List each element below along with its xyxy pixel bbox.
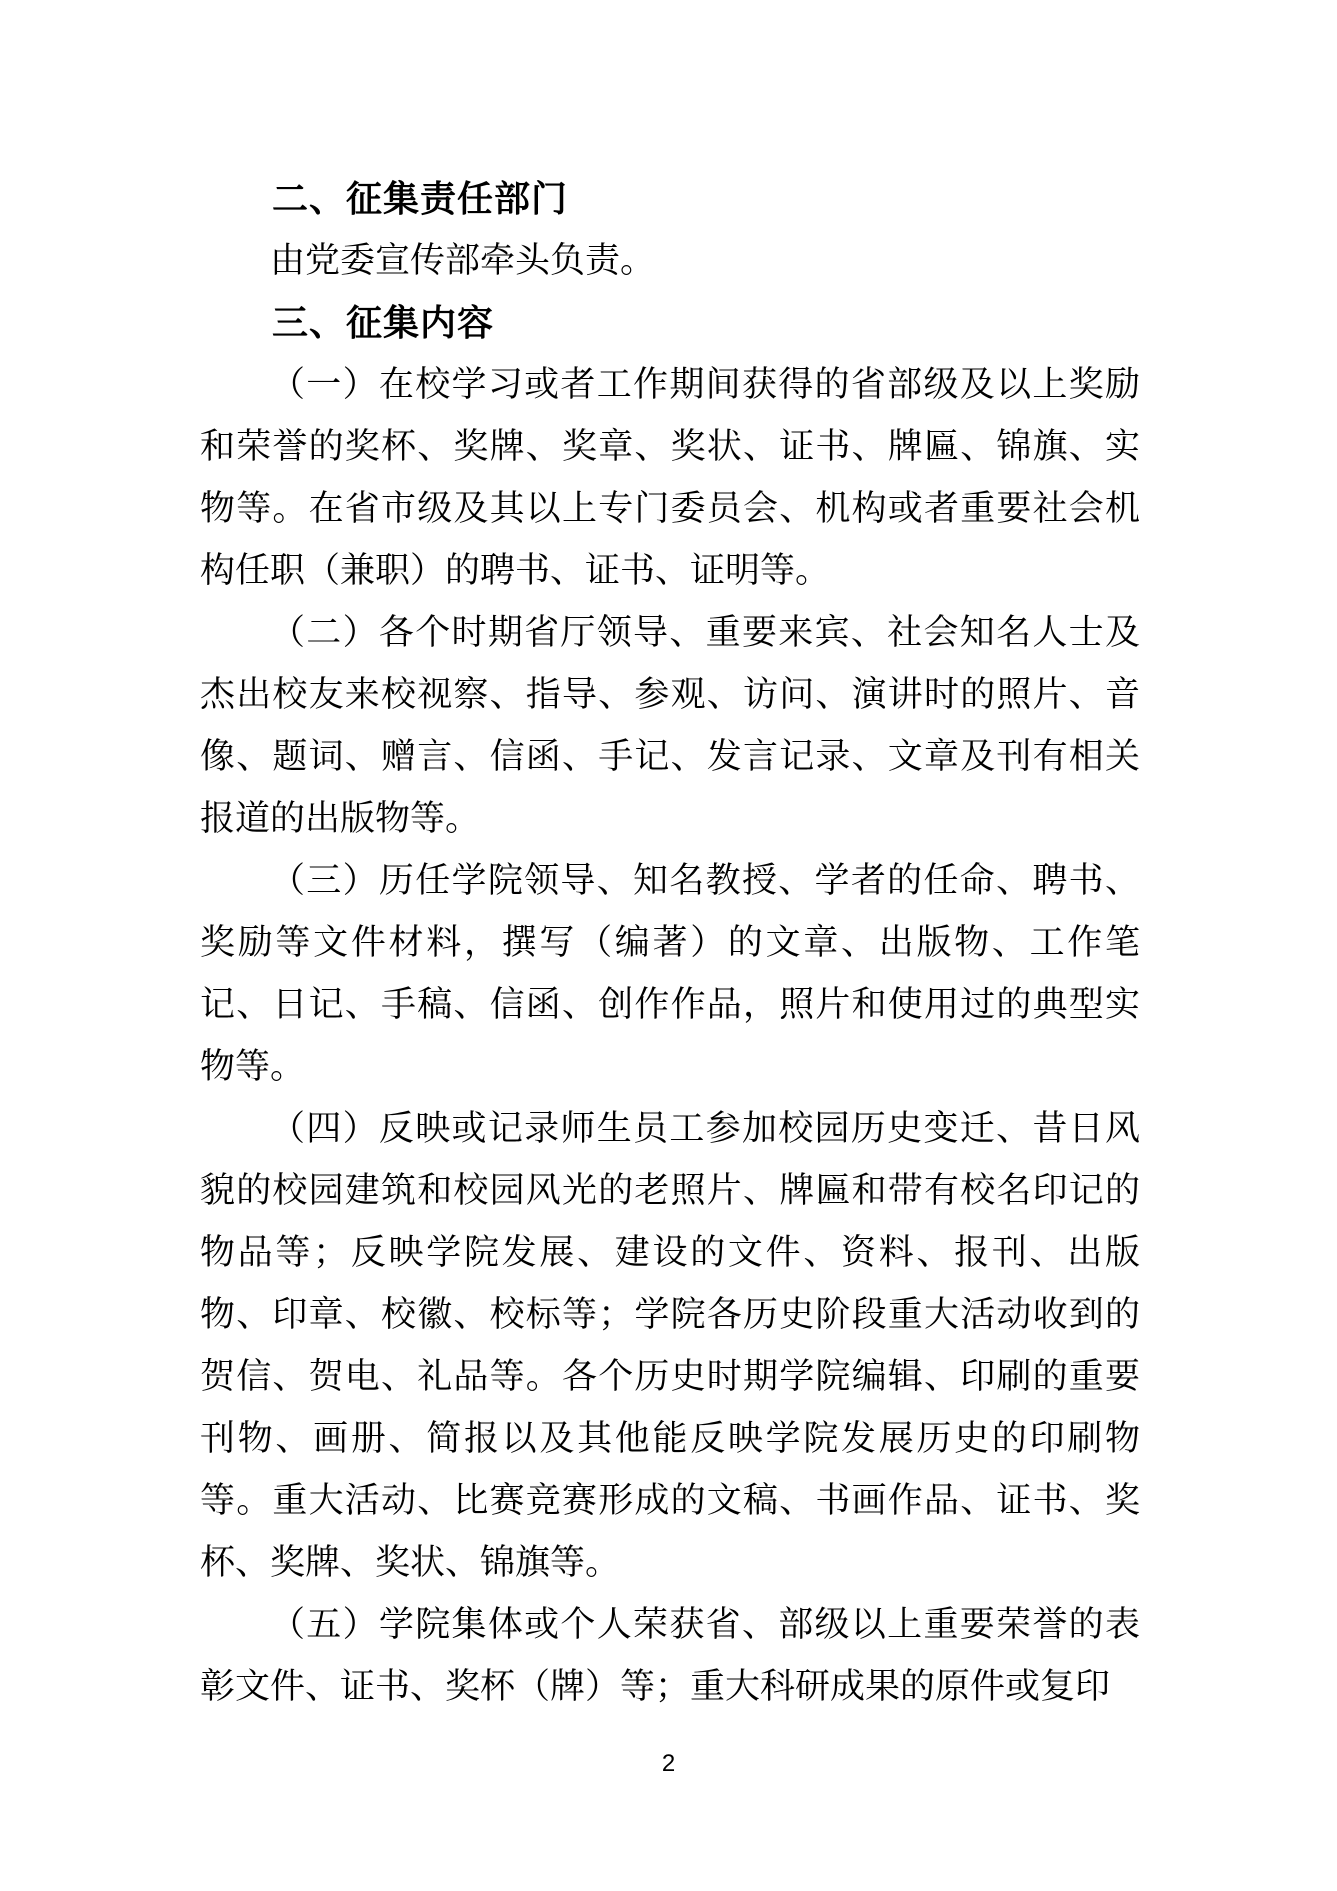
paragraph-item-4: （四）反映或记录师生员工参加校园历史变迁、昔日风貌的校园建筑和校园风光的老照片、牌匾和带有校名印记的物品等；反映学院发展、建设的文件、资料、报刊、出版物、印章、校徽、校标等；学院各历史阶段重大活动收到的贺信、贺电、礼品等。各个历史时期学院编辑、印刷的重要刊物、画册、简报以及其他能反映学院发展历史的印刷物等。重大活动、比赛竞赛形成的文稿、书画作品、证书、奖杯、奖牌、奖状、锦旗等。 [200, 1109, 1140, 1582]
section-heading-collection-content: 三、征集内容 [272, 302, 495, 343]
paragraph-item-3: （三）历任学院领导、知名教授、学者的任命、聘书、奖励等文件材料，撰写（编著）的文章、出版物、工作笔记、日记、手稿、信函、创作作品，照片和使用过的典型实物等。 [200, 861, 1140, 1086]
paragraph-item-5: （五）学院集体或个人荣获省、部级以上重要荣誉的表彰文件、证书、奖杯（牌）等；重大科研成果的原件或复印 [200, 1605, 1140, 1706]
paragraph-item-1: （一）在校学习或者工作期间获得的省部级及以上奖励和荣誉的奖杯、奖牌、奖章、奖状、证书、牌匾、锦旗、实物等。在省市级及其以上专门委员会、机构或者重要社会机构任职（兼职）的聘书、证书、证明等。 [200, 365, 1140, 590]
paragraph-responsible-department: 由党委宣传部牵头负责。 [270, 241, 656, 280]
page-footer [0, 1750, 1337, 1778]
page-number: 2 [661, 1750, 676, 1777]
document-body [200, 168, 1140, 1718]
section-heading-collection-department: 二、征集责任部门 [272, 178, 569, 219]
paragraph-item-2: （二）各个时期省厅领导、重要来宾、社会知名人士及杰出校友来校视察、指导、参观、访问、演讲时的照片、音像、题词、赠言、信函、手记、发言记录、文章及刊有相关报道的出版物等。 [200, 613, 1140, 838]
